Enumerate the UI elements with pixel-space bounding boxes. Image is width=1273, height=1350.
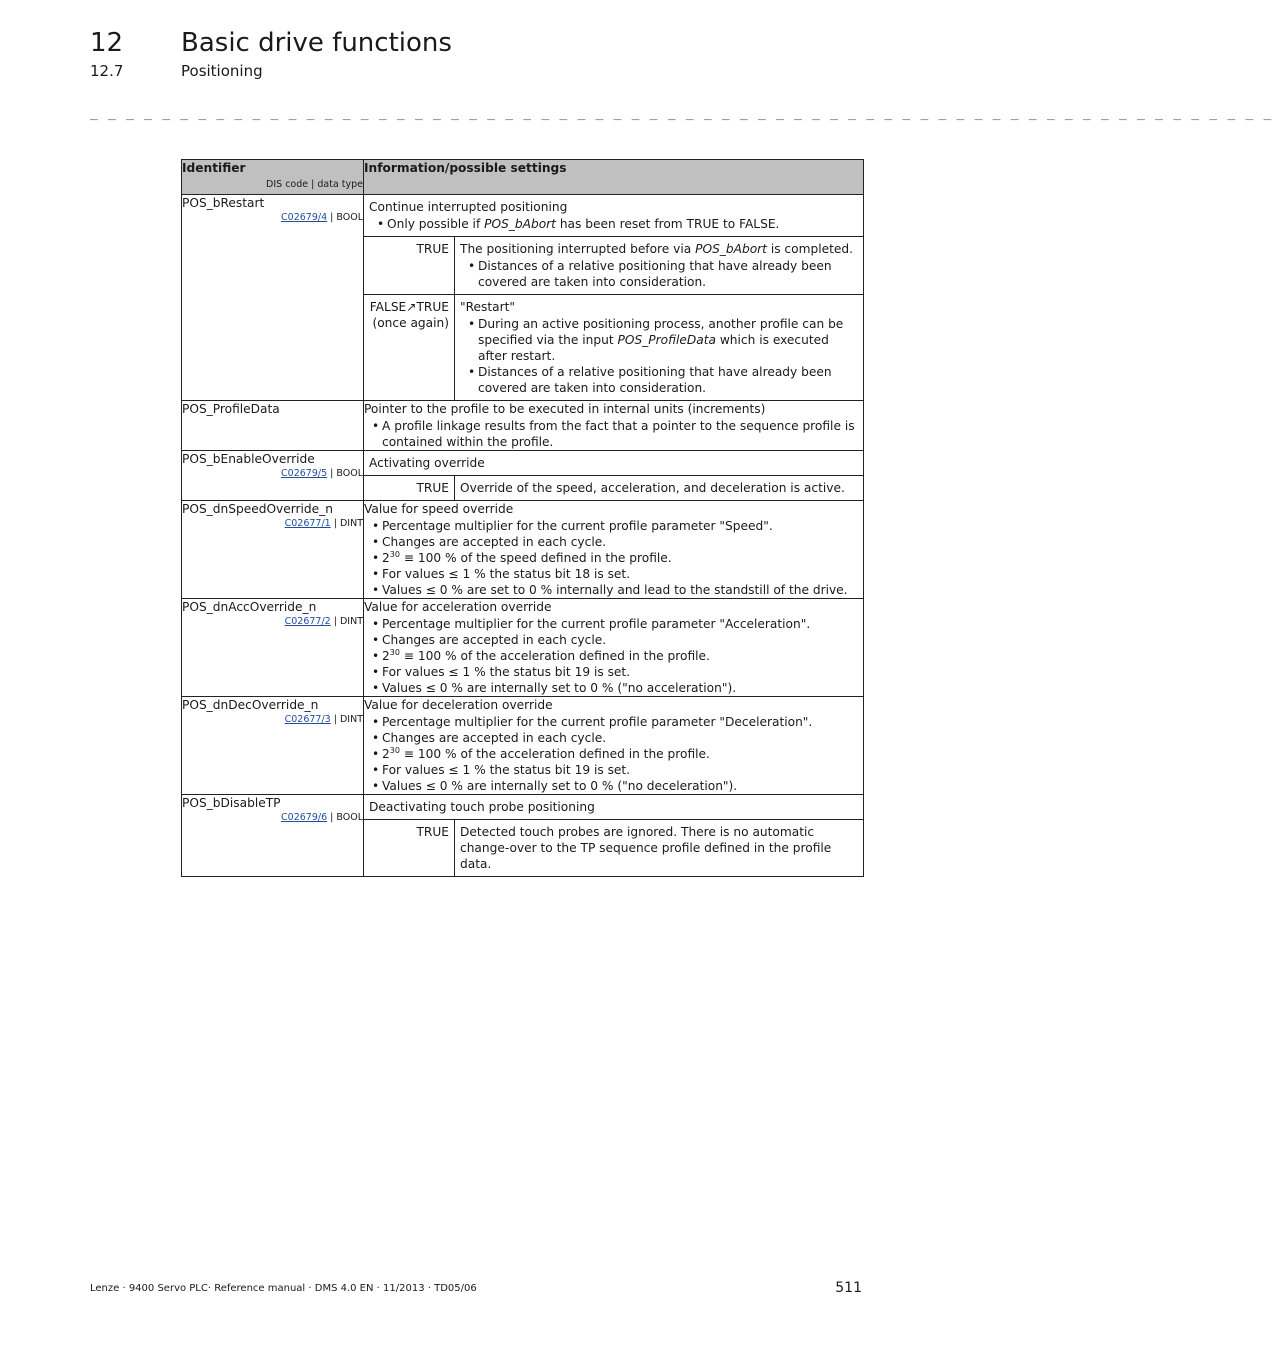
info-title: Continue interrupted positioning [369,200,568,214]
info-cell [364,599,864,697]
value-bullet: • During an active positioning process, another profile can be specified via the input POS_ProfileData which is executed after restart. [478,316,858,364]
identifier-cell: POS_dnDecOverride_n C02677/3 | DINT [182,697,364,795]
value-table [364,819,863,876]
info-title: Activating override [369,456,485,470]
value-bullet: • Distances of a relative positioning that have already been covered are taken into consideration. [478,364,858,396]
info-bullet: • For values ≤ 1 % the status bit 19 is set. [382,762,863,778]
chapter-title: Basic drive functions [181,28,452,58]
info-bullet: • Changes are accepted in each cycle. [382,632,863,648]
identifier-cell: POS_bDisableTP C02679/6 | BOOL [182,795,364,877]
identifier: POS_bDisableTP [182,796,281,810]
value-row [364,820,863,877]
info-title: Value for speed override [364,502,514,516]
identifier-cell [182,401,364,451]
section-number: 12.7 [90,62,124,80]
dis-code-link[interactable]: C02679/5 [281,468,328,479]
data-type: BOOL [336,468,363,479]
identifier-header-label: Identifier [182,161,246,175]
table-row [182,451,864,501]
info-bullet: • For values ≤ 1 % the status bit 18 is set. [382,566,863,582]
info-bullet: • For values ≤ 1 % the status bit 19 is set. [382,664,863,680]
info-bullet: • Values ≤ 0 % are internally set to 0 % ("no deceleration"). [382,778,863,794]
info-bullet: • Percentage multiplier for the current profile parameter "Acceleration". [382,616,863,632]
dis-code-subheader: DIS code | data type [266,179,363,190]
data-type: BOOL [336,212,363,223]
identifier-cell: POS_dnAccOverride_n C02677/2 | DINT [182,599,364,697]
info-bullet: • Values ≤ 0 % are internally set to 0 % ("no acceleration"). [382,680,863,696]
value-row [364,295,863,401]
info-cell [364,795,864,877]
info-cell [364,501,864,599]
data-type: BOOL [336,812,363,823]
info-header: Information/possible settings [364,160,864,195]
info-cell [364,195,864,401]
value-row [364,237,863,295]
table-header-row [182,160,864,195]
info-cell [364,401,864,451]
dis-code-link[interactable]: C02677/1 [284,518,331,529]
dis-code-link[interactable]: C02679/4 [281,212,328,223]
parameter-table [181,159,864,877]
value-table [364,475,863,500]
info-title: Pointer to the profile to be executed in internal units (increments) [364,402,766,416]
header-divider: _ _ _ _ _ _ _ _ _ _ _ _ _ _ _ _ _ _ _ _ _ _ _ _ _ _ _ _ _ _ _ _ _ _ _ _ _ _ _ _ _ _ _ _ _ _ _ _ _ _ _ _ _ _ _ _ _ _ _ _ _ _ _ _ _ _ [90,106,1273,121]
value-bullet: • Distances of a relative positioning that have already been covered are taken into consideration. [478,258,858,290]
info-title: Deactivating touch probe positioning [369,800,595,814]
data-type: DINT [339,714,363,725]
dis-code-link[interactable]: C02679/6 [281,812,328,823]
table-row [182,697,864,795]
value-description: "Restart" • During an active positioning process, another profile can be specified via the input POS_ProfileData which is executed after restart. • Distances of a relative positioning that have already been covered are taken into consideration. [455,295,864,401]
identifier-cell: POS_bEnableOverride C02679/5 | BOOL [182,451,364,501]
value-table [364,236,863,400]
value-description: The positioning interrupted before via POS_bAbort is completed. • Distances of a relative positioning that have already been covered are taken into consideration. [455,237,864,295]
value-key: TRUE [364,237,455,295]
info-note: • Only possible if POS_bAbort has been reset from TRUE to FALSE. [387,216,858,232]
value-key: FALSE↗TRUE (once again) [364,295,455,401]
value-key: TRUE [364,820,455,877]
table-row [182,195,864,401]
info-cell [364,451,864,501]
info-bullet: • Changes are accepted in each cycle. [382,534,863,550]
section-title: Positioning [181,62,263,80]
identifier: POS_dnDecOverride_n [182,698,319,712]
page-number: 511 [835,1280,862,1296]
table-row [182,599,864,697]
data-type: DINT [339,616,363,627]
info-bullet: • $2^{30} \equiv 100$ % of the acceleration defined in the profile. [382,648,863,664]
identifier: POS_dnSpeedOverride_n [182,502,333,516]
value-row [364,476,863,501]
table-row [182,501,864,599]
identifier-header [182,160,364,195]
identifier: POS_bRestart [182,196,265,210]
info-bullet: • Values ≤ 0 % are set to 0 % internally and lead to the standstill of the drive. [382,582,863,598]
data-type: DINT [339,518,363,529]
info-bullet: • Percentage multiplier for the current profile parameter "Deceleration". [382,714,863,730]
info-bullet: • $2^{30} \equiv 100$ % of the acceleration defined in the profile. [382,746,863,762]
info-bullet: • Changes are accepted in each cycle. [382,730,863,746]
info-bullet: • $2^{30} \equiv 100$ % of the speed defined in the profile. [382,550,863,566]
value-description: Detected touch probes are ignored. There is no automatic change-over to the TP sequence profile defined in the profile data. [455,820,864,877]
info-bullet: • Percentage multiplier for the current profile parameter "Speed". [382,518,863,534]
dis-code-link[interactable]: C02677/2 [284,616,331,627]
info-bullet: • A profile linkage results from the fact that a pointer to the sequence profile is contained within the profile. [382,418,863,450]
identifier-cell: POS_bRestart C02679/4 | BOOL [182,195,364,401]
value-key: TRUE [364,476,455,501]
table-row [182,401,864,451]
value-description: Override of the speed, acceleration, and deceleration is active. [455,476,864,501]
info-cell [364,697,864,795]
chapter-number: 12 [90,28,124,58]
identifier: POS_dnAccOverride_n [182,600,317,614]
identifier: POS_bEnableOverride [182,452,315,466]
table-row [182,795,864,877]
info-title: Value for acceleration override [364,600,552,614]
info-title: Value for deceleration override [364,698,553,712]
dis-code-link[interactable]: C02677/3 [284,714,331,725]
identifier-cell: POS_dnSpeedOverride_n C02677/1 | DINT [182,501,364,599]
identifier: POS_ProfileData [182,402,280,416]
footer-text: Lenze · 9400 Servo PLC· Reference manual · DMS 4.0 EN · 11/2013 · TD05/06 [90,1283,477,1294]
